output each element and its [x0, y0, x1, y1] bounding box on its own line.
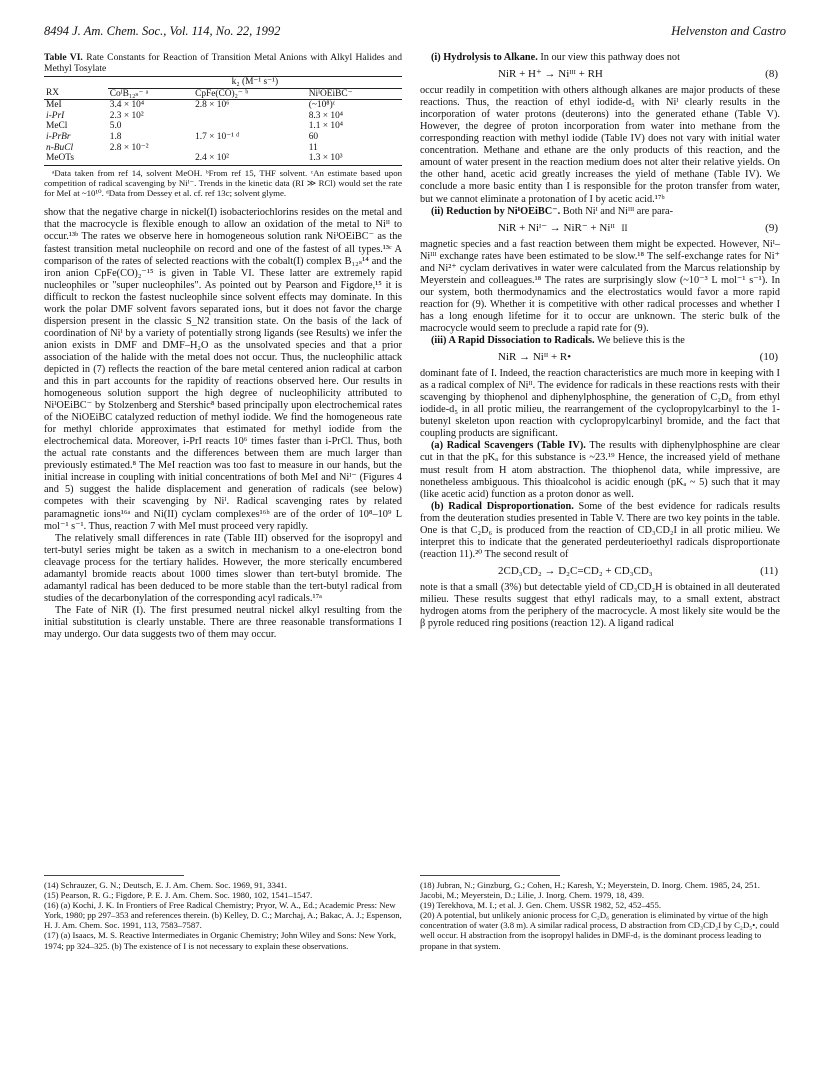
header-journal-citation: 8494 J. Am. Chem. Soc., Vol. 114, No. 22, 1992 [44, 24, 281, 38]
k2-header: k₂ (M⁻¹ s⁻¹) [108, 77, 402, 89]
cell-rx: n-BuCl [46, 142, 74, 153]
right-column [420, 52, 780, 630]
cell-ni: 11 [308, 142, 318, 153]
reference-item: (19) Terekhova, M. I.; et al. J. Gen. Chem. USSR 1982, 52, 452–455. [420, 900, 662, 911]
cell-co: 1.8 [109, 131, 122, 142]
references-left [44, 875, 402, 951]
body-paragraph: occur readily in competition with others although alkanes are major products of these reactions. Thus, the reaction of ethyl iodide-d₅ with Niᴵ clearly results in the incorporation of water protons (deuterons) into the generated ethane (Table V). However, the degree of proton incorporation from water into methane from the corresponding reaction with methyl iodide (Table IV) does not vary with initial water concentration. Methane and ethane are the only products of this reaction, and the amount of water present in the reaction medium does not alter their relative yields. On the other hand, acetic acid greatly increases the yield of methane (Table IV). We conclude a more basic entity than I is responsible for the proton transfer from water, but we cannot eliminate a protonation of I by acetic acid.¹⁷ᵇ [420, 85, 780, 205]
table-row [44, 121, 402, 132]
cell-ni: 1.1 × 10⁴ [308, 121, 344, 132]
equation-label-ii: II [621, 222, 628, 233]
col-header-rx: RX [44, 88, 108, 100]
running-header [44, 24, 786, 42]
body-paragraph: magnetic species and a fast reaction between them might be expected. However, Niᴵ–Niᴵᴵᴵ exchange rates have been estimated to be slow.¹⁸ The self-exchange rates for Ni⁺ and Ni²⁺ cyclam derivatives in water were calculated from the Marcus relationship by Meyerstein and colleagues.¹⁸ The rates are surprisingly slow (~10⁻³ L mol⁻¹ s⁻¹). In our system, both thermodynamics and the electrostatics would favor a more rapid reaction for (9). Whether it is competitive with other radical processes and whether I has a long enough lifetime for it to occur are unknown. The steric bulk of the macrocycle would seem to preclude a rapid rate for (9). [420, 238, 780, 334]
section-lead-text: In our view this pathway does not [540, 52, 680, 63]
table-row [44, 100, 402, 111]
cell-rx: MeI [46, 100, 62, 111]
body-paragraph: show that the negative charge in nickel(I) isobacteriochlorins resides on the metal and that the macrocycle is flexible enough to allow an oxidation of the metal to Niᴵᴵ to occur.¹³ᵇ The rates we observe here in homogeneous solution rank NiᴵOEiBC⁻ as the fastest transition metal nucleophile on record and one of the fastest of all types.¹³ᶜ A comparison of the rates of selected reactions with the cobalt(I) complex B₁₂ₛ¹⁴ and the iron anion CpFe(CO)₂⁻¹⁵ is given in Table VI. These latter are extremely rapid nucleophiles or "super nucleophiles". As pointed out by Pearson and Figdore,¹⁵ it is difficult to reckon the fastest nucleophile since solvent effects may dominate. In this work the polar DMF solvent favors separated ions, but it does not favor the charge dispersion present in the classic S_N2 transition state. On the basis of the lack of coordination of Niᴵ by a variety of potentially strong ligands (see Results) we infer the anion exists in DMF and DMF–H₂O as the unsolvated species and that a prior association of the halide with the metal does not occur. Thus, the nucleophilic attack depicted in (7) reflects the reaction of the bare metal centered anion radical at carbon and this in part accounts for the rapidity of reactions observed here. Our results in homogeneous solution support the high degree of nucleophilicity attributed to NiᴵOEiBC⁻ by Stolzenberg and Stershic⁸ based principally upon electrochemical rates of the NiOEiBC catalyzed reduction of methyl iodide. We find the homogeneous rate for methyl chloride approximates that estimated for methyl iodide from the electrochemical data. Moreover, i-PrI reacts 10⁶ times faster than i-PrCl. Thus, both the actual rate constants and the differences between them are much larger than previously estimated.⁸ The MeI reaction was too fast to measure in our hands, but the initial increase in coupling with initial concentrations of both MeI and Niᴵ⁻ (Figures 4 and 5) suggest the halide displacement and generation of radicals (see below) competes with their scavenging by Niᴵ. Radical scavenging rates by related paramagnetic ions¹⁶ᵃ and Ni(II) cyclam complexes¹⁶ᵇ are of the order of 10⁸–10⁹ L mol⁻¹ s⁻¹. Thus, reaction 7 with MeI must proceed very rapidly. [44, 207, 402, 532]
equation-body: NiR + H⁺ → Niᴵᴵᴵ + RH [498, 68, 603, 81]
equation-number: (10) [759, 351, 778, 364]
section-radical-scavengers [420, 440, 780, 500]
rate-constants-table [44, 76, 402, 166]
reference-item: (17) (a) Isaacs, M. S. Reactive Intermediates in Organic Chemistry; John Wiley and Sons: New York, 1974; pp 324–325. (b) The existence of I is not necessary to explain these observations. [44, 930, 397, 951]
left-column [44, 52, 402, 641]
section-text: The results with diphenylphosphine are clear cut in that the pKₐ for this substance is ~23.¹⁹ Hence, the increased yield of methane must result from H atom abstraction. The thiophenol data, while impressive, are nonetheless ambiguous. This thioalcohol is acidic enough (pKₐ ~ 5) such that it may (like acetic acid) function as a proton donor as well. [420, 440, 780, 500]
references-right [420, 875, 780, 951]
cell-rx: i-PrBr [46, 131, 71, 142]
col-header-iron: CpFe(CO)₂⁻ ᵇ [193, 88, 307, 100]
cell-fe: 2.4 × 10² [193, 153, 307, 165]
cell-co: 3.4 × 10⁴ [109, 100, 145, 111]
section-lead-text: We believe this is the [597, 335, 685, 347]
body-paragraph: dominant fate of I. Indeed, the reaction characteristics are much more in keeping with I as a radical complex of Niᴵᴵ. The evidence for radicals in these reactions rests with their scavenging by thiophenol and diphenylphosphine, the generation of C₂D₆ from ethyl iodide-d₅ in all protic milieu, the rearrangement of the cyclopropylcarbinyl to the 1-butenyl skeleton upon reaction with cyclopropylcarbinyl bromide, and the fact that coupling products are significant. [420, 368, 780, 440]
section-disproportionation [420, 501, 780, 561]
section-heading: (i) Hydrolysis to Alkane. [431, 52, 538, 63]
section-hydrolysis [420, 52, 780, 64]
reference-item: (20) A potential, but unlikely anionic process for C₂D₆ generation is eliminated by virtue of the high concentration of water (3.8 m). A similar radical process, D abstraction from CD₃CD₂I by C₂D₅•, could well occur. H abstraction from the isopropyl halides in DMF-d₇ is the dominant process leading to propane in that system. [420, 910, 779, 951]
table-footnote: ᵃData taken from ref 14, solvent MeOH. ᵇFrom ref 15, THF solvent. ᶜAn estimate based upon competition of radical scavenging by Niᴵ⁻. Trends in the kinetic data (RI ≫ RCl) would set the rate for MeI at ~10¹⁰. ᵈData from Dessey et al. cf. ref 13c; solvent glyme. [44, 167, 402, 199]
equation-body-wrap [498, 222, 628, 234]
equation-8 [420, 64, 780, 85]
cell-rx: i-PrI [46, 110, 65, 121]
equation-number: (11) [760, 564, 778, 577]
cell-co: 2.8 × 10⁻² [109, 142, 149, 153]
equation-11 [420, 561, 780, 582]
equation-9 [420, 218, 780, 239]
equation-number: (9) [765, 221, 778, 234]
body-paragraph: note is that a small (3%) but detectable yield of CD₃CD₂H is obtained in all deuterated milieu. These results suggest that ethyl radicals may, to a small extent, abstract hydrogen atoms from the periphery of the macrocycle. A most likely site would be the β pyrole reduced ring positions (reaction 12). A ligand radical [420, 581, 780, 630]
table-caption-label: Table VI. [44, 52, 83, 63]
table-row [44, 111, 402, 122]
cell-fe [193, 111, 307, 122]
cell-fe: 2.8 × 10⁶ [195, 100, 230, 111]
table-row [44, 153, 402, 165]
equation-10 [420, 347, 780, 368]
equation-body: NiR + Niᴵ⁻ → NiR⁻ + Niᴵᴵ [498, 221, 615, 234]
section-heading: (b) Radical Disproportionation. [431, 500, 574, 512]
body-paragraph: The relatively small differences in rate (Table III) observed for the isopropyl and tert-butyl series might be taken as a switch in mechanism to a one-electron bond cleavage process for the tertiary halides. However, the more sterically encumbered adamantyl bromide reacts about 1000 times slower than tert-butyl bromide. The adamantyl radical has been deduced to be more stable than the tert-butyl radical from studies of the decarbonylation of the corresponding acyl radicals.¹⁷ᵃ [44, 532, 402, 604]
section-lead-text: Both Niᴵ and Niᴵᴵᴵ are para- [562, 205, 674, 217]
cell-ni: 1.3 × 10³ [307, 153, 402, 165]
equation-number: (8) [765, 68, 778, 81]
cell-fe: 1.7 × 10⁻¹ ᵈ [195, 131, 240, 142]
col-header-cobalt: CoᴵB₁₂ₛ⁻ ᵃ [108, 88, 193, 100]
body-paragraph: The Fate of NiR (I). The first presumed neutral nickel alkyl resulting from the initial substitution is clearly unstable. There are three reasonable transformations I may undergo. Our data suggests two of them may occur. [44, 604, 402, 640]
cell-co [108, 153, 193, 165]
col-header-nickel: NiᴵOEiBC⁻ [307, 88, 402, 100]
cell-fe [193, 121, 307, 132]
section-dissociation [420, 335, 780, 347]
equation-body: 2CD₃CD₂ → D₂C=CD₂ + CD₃CD₃ [498, 564, 653, 577]
section-heading: (iii) A Rapid Dissociation to Radicals. [431, 335, 595, 347]
cell-co: 2.3 × 10² [109, 110, 144, 121]
section-text: Some of the best evidence for radicals results from the deuteration studies presented in Table V. There are two key points in the table. One is that C₂D₆ is produced from the reaction of CD₃CD₂I in all protic milieu. We interpret this to indicate that the generated perdeuterioethyl radicals disproportionate (reaction 11).²⁰ The second result of [420, 500, 781, 560]
table-caption-text: Rate Constants for Reaction of Transition Metal Anions with Alkyl Halides and Methyl Tosylate [44, 52, 402, 74]
reference-item: (15) Pearson, R. G.; Figdore, P. E. J. Am. Chem. Soc. 1980, 102, 1541–1547. [44, 890, 313, 901]
cell-ni: 8.3 × 10⁴ [308, 110, 344, 121]
table-caption [44, 52, 402, 74]
section-heading: (ii) Reduction by NiᴵOEiBC⁻. [431, 205, 561, 217]
cell-rx: MeOTs [44, 153, 108, 165]
cell-ni: (~10⁸)ᶜ [308, 100, 336, 111]
reference-item: (18) Jubran, N.; Ginzburg, G.; Cohen, H.; Karesh, Y.; Meyerstein, D. Inorg. Chem. 1985, 24, 251. Jacobi, M.; Meyerstein, D.; Lilie, J. Inorg. Chem. 1979, 18, 439. [420, 880, 760, 901]
reference-item: (16) (a) Kochi, J. K. In Frontiers of Free Radical Chemistry; Pryor, W. A., Ed.; Academic Press: New York, 1980; pp 297–353 and references therein. (b) Kelley, D. C.; Marchaj, A.; Bakac, A. J.; Espenson, H. J. Am. Chem. Soc. 1991, 113, 7583–7587. [44, 900, 402, 931]
cell-co: 5.0 [109, 121, 122, 132]
cell-rx: MeCl [46, 121, 68, 132]
table-row [44, 132, 402, 143]
header-authors: Helvenston and Castro [671, 24, 786, 38]
equation-body: NiR → Niᴵᴵ + R• [498, 351, 572, 364]
reference-item: (14) Schrauzer, G. N.; Deutsch, E. J. Am. Chem. Soc. 1969, 91, 3341. [44, 880, 287, 890]
cell-ni: 60 [308, 131, 319, 142]
table-row [44, 143, 402, 154]
section-reduction [420, 206, 780, 218]
section-heading: (a) Radical Scavengers (Table IV). [431, 440, 586, 452]
cell-fe [193, 143, 307, 154]
